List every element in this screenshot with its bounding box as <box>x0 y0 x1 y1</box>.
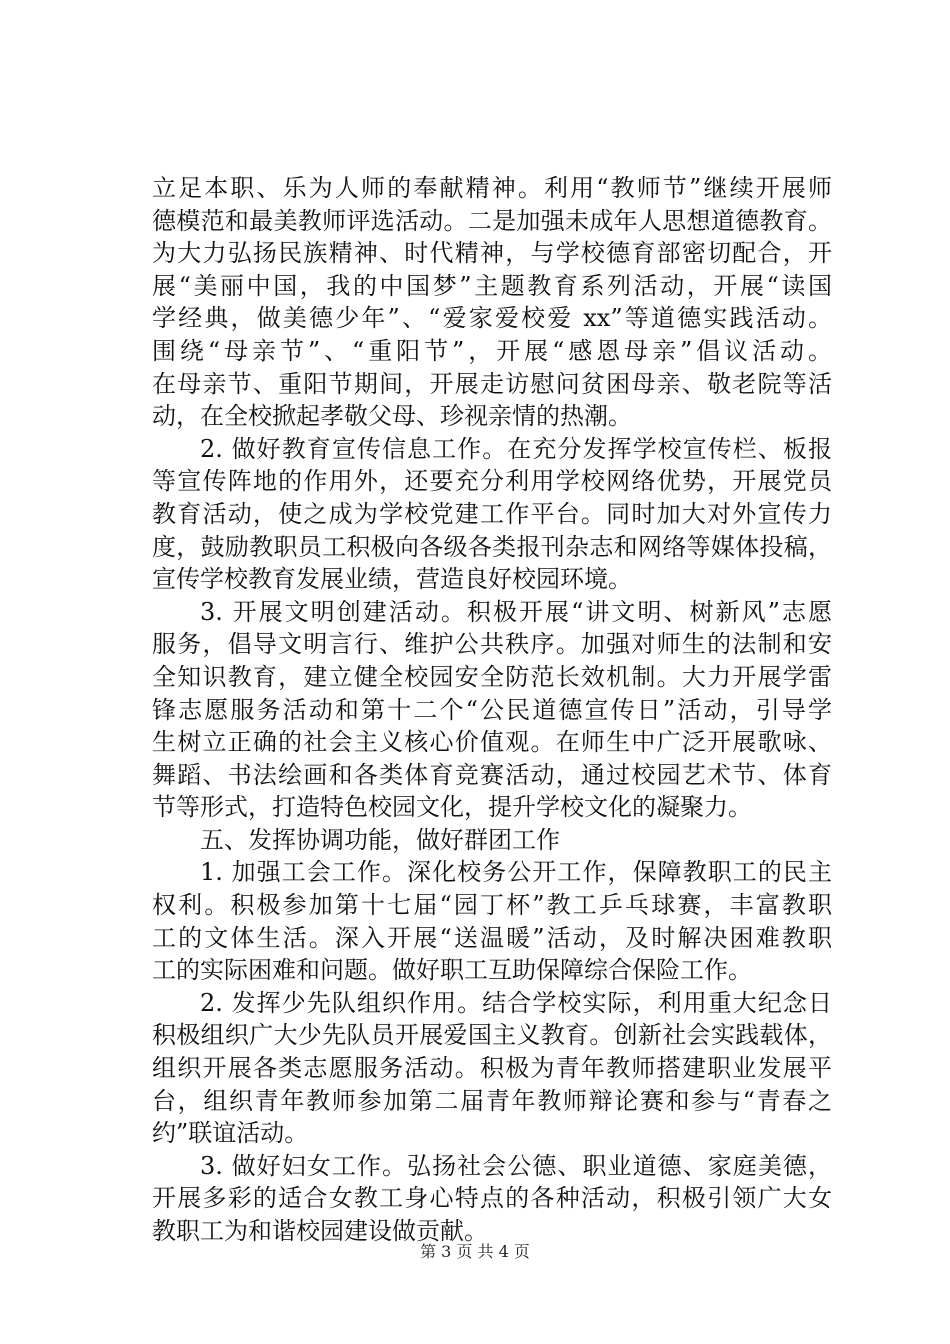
text-line: 开展多彩的适合女教工身心特点的各种活动，积极引领广大女 <box>152 1184 832 1213</box>
paragraph-start-line: 2. 做好教育宣传信息工作。在充分发挥学校宣传栏、板报 <box>200 434 832 463</box>
text-line: 工的文体生活。深入开展“送温暖”活动，及时解决困难教职 <box>152 923 832 952</box>
page-number-footer: 第 3 页 共 4 页 <box>420 1242 530 1261</box>
text-line: 台，组织青年教师参加第二届青年教师辩论赛和参与“青春之 <box>152 1086 832 1115</box>
paragraph-end-line: 教职工为和谐校园建设做贡献。 <box>152 1217 488 1245</box>
text-line: 全知识教育，建立健全校园安全防范长效机制。大力开展学雷 <box>152 662 832 691</box>
text-line: 组织开展各类志愿服务活动。积极为青年教师搭建职业发展平 <box>152 1054 832 1083</box>
paragraph-start-line: 3. 开展文明创建活动。积极开展“讲文明、树新风”志愿 <box>200 597 832 626</box>
text-line: 为大力弘扬民族精神、时代精神，与学校德育部密切配合，开 <box>152 239 832 268</box>
text-line: 锋志愿服务活动和第十二个“公民道德宣传日”活动，引导学 <box>152 695 832 724</box>
document-body <box>152 172 832 1248</box>
text-line: 权利。积极参加第十七届“园丁杯”教工乒乓球赛，丰富教职 <box>152 891 832 920</box>
text-line: 舞蹈、书法绘画和各类体育竞赛活动，通过校园艺术节、体育 <box>152 760 832 789</box>
text-line: 立足本职、乐为人师的奉献精神。利用“教师节”继续开展师 <box>152 174 832 202</box>
text-line: 围绕“母亲节”、“重阳节”，开展“感恩母亲”倡议活动。 <box>152 336 832 365</box>
text-line: 积极组织广大少先队员开展爱国主义教育。创新社会实践载体， <box>152 1021 832 1050</box>
text-line: 服务，倡导文明言行、维护公共秩序。加强对师生的法制和安 <box>152 630 832 659</box>
paragraph-end-line: 动，在全校掀起孝敬父母、珍视亲情的热潮。 <box>152 402 632 431</box>
paragraph-start-line: 2. 发挥少先队组织作用。结合学校实际，利用重大纪念日 <box>200 988 832 1017</box>
text-line: 等宣传阵地的作用外，还要充分利用学校网络优势，开展党员 <box>152 467 832 496</box>
text-line: 度，鼓励教职员工积极向各级各类报刊杂志和网络等媒体投稿， <box>152 532 832 561</box>
section-heading: 五、发挥协调功能，做好群团工作 <box>200 825 560 854</box>
text-line: 生树立正确的社会主义核心价值观。在师生中广泛开展歌咏、 <box>152 728 832 757</box>
text-line: 德模范和最美教师评选活动。二是加强未成年人思想道德教育。 <box>152 206 832 235</box>
text-line: 教育活动，使之成为学校党建工作平台。同时加大对外宣传力 <box>152 499 832 528</box>
paragraph-start-line: 1. 加强工会工作。深化校务公开工作，保障教职工的民主 <box>200 858 832 887</box>
text-line: 学经典，做美德少年”、“爱家爱校爱 xx”等道德实践活动。 <box>152 304 832 333</box>
paragraph-end-line: 约”联谊活动。 <box>152 1119 309 1148</box>
text-line: 展“美丽中国，我的中国梦”主题教育系列活动，开展“读国 <box>152 271 832 300</box>
paragraph-end-line: 节等形式，打造特色校园文化，提升学校文化的凝聚力。 <box>152 793 752 822</box>
text-line: 在母亲节、重阳节期间，开展走访慰问贫困母亲、敬老院等活 <box>152 369 832 398</box>
paragraph-start-line: 3. 做好妇女工作。弘扬社会公德、职业道德、家庭美德， <box>200 1151 832 1180</box>
paragraph-end-line: 宣传学校教育发展业绩，营造良好校园环境。 <box>152 565 632 594</box>
paragraph-end-line: 工的实际困难和问题。做好职工互助保障综合保险工作。 <box>152 956 752 985</box>
